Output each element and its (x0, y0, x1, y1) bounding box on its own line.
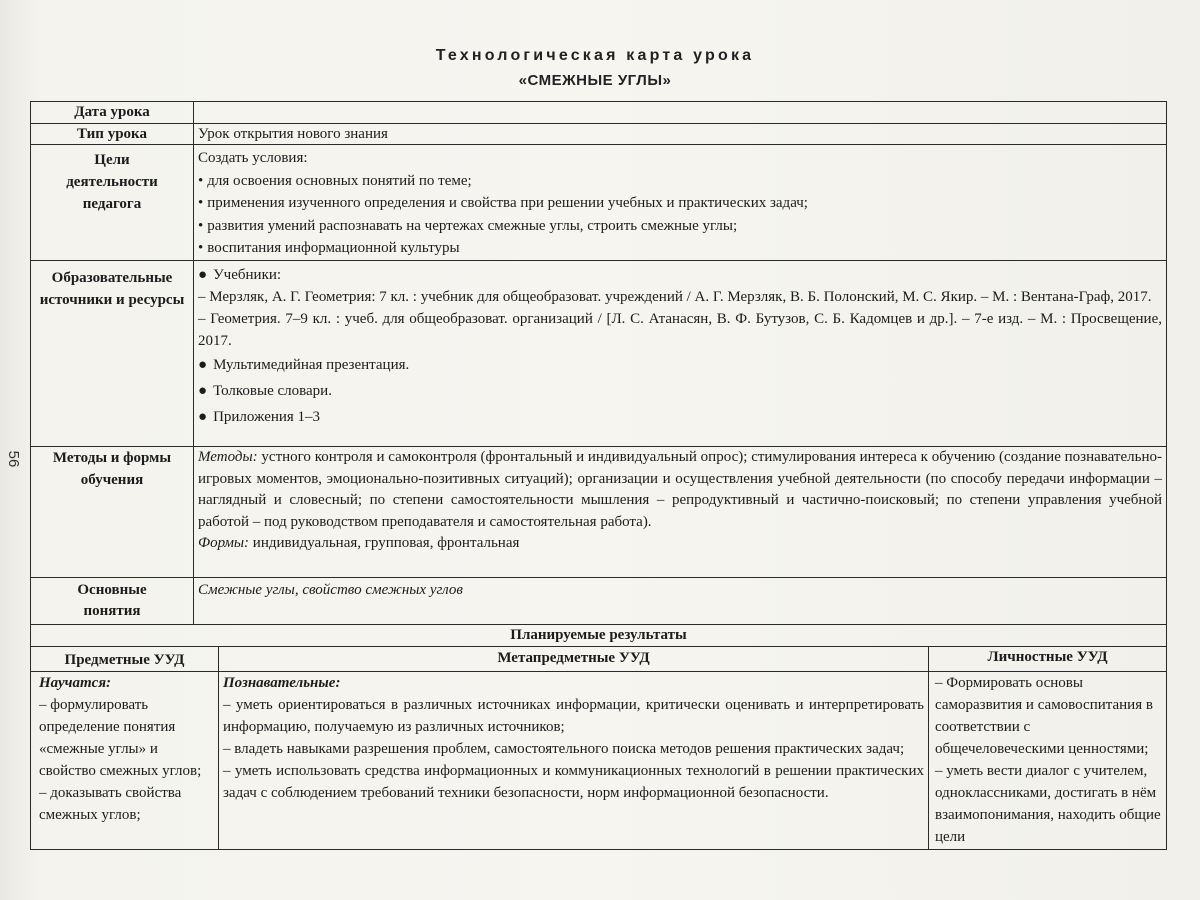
forms-heading: Формы: (198, 535, 250, 551)
page-number: 56 (5, 450, 22, 468)
goals-list (198, 170, 1162, 260)
date-label: Дата урока (31, 102, 194, 124)
goals-value (194, 145, 1167, 261)
subject-results (31, 671, 219, 849)
dictionaries-item: Толковые словари. (213, 383, 332, 399)
subject-heading: Научатся: (39, 674, 112, 691)
row-concepts (31, 578, 1167, 625)
list-item: • применения изученного определения и свойства при решении учебных и практических задач; (198, 192, 1162, 215)
list-item: – уметь ориентироваться в различных источниках информации, критически оценивать и интерпретировать информацию, получаемую из различных источников; (223, 696, 924, 735)
sources-label: Образовательные источники и ресурсы (39, 270, 185, 308)
results-heading: Планируемые результаты (31, 625, 1167, 647)
row-results-content (31, 671, 1167, 849)
document-title: Технологическая карта урока (435, 47, 755, 64)
row-goals (31, 145, 1167, 261)
bullet-icon: ● (198, 383, 208, 399)
goals-label: Цели деятельности педагога (66, 152, 158, 212)
list-item: – уметь использовать средства информационных и коммуникационных технологий в решении практических задач с соблюдением требований техники безопасности, норм информационной безопасности. (223, 762, 924, 801)
list-item: • развития умений распознавать на чертежах смежные углы, строить смежные углы; (198, 215, 1162, 238)
bullet-icon: ● (198, 409, 208, 425)
personal-results (929, 671, 1167, 849)
methods-heading: Методы: (198, 449, 258, 465)
type-value: Урок открытия нового знания (194, 123, 1167, 145)
col-subject-header: Предметные УУД (31, 646, 219, 671)
concepts-label: Основные понятия (77, 582, 147, 619)
date-value (194, 102, 1167, 124)
goals-intro: Создать условия: (198, 150, 308, 166)
forms-text: индивидуальная, групповая, фронтальная (249, 535, 520, 551)
book-1: – Мерзляк, А. Г. Геометрия: 7 кл. : учебник для общеобразоват. учреждений / А. Г. Мерзляк, В. Б. Полонский, М. С. Якир. – М. : Вентана-Граф, 2017. (198, 289, 1152, 305)
methods-text: устного контроля и самоконтроля (фронтальный и индивидуальный опрос); стимулирования интереса к обучению (создание познавательно-игровых моментов, эмоционально-позитивных ситуаций); организации и осуществления учебной деятельности (по способу передачи информации – наглядный и словесный; по степени самостоятельности мышления – репродуктивный и частично-поисковый; по степени управления учебной работой – под руководством преподавателя и самостоятельная работа). (198, 449, 1162, 530)
methods-value (194, 447, 1167, 578)
meta-heading: Познавательные: (223, 674, 341, 691)
type-label: Тип урока (31, 123, 194, 145)
list-item: – уметь вести диалог с учителем, одноклассниками, достигать в нём взаимопонимания, находить общие цели (935, 762, 1161, 845)
row-sources (31, 261, 1167, 447)
row-methods (31, 447, 1167, 578)
concepts-value: Смежные углы, свойство смежных углов (194, 578, 1167, 625)
meta-results (219, 671, 929, 849)
list-item: – доказывать свойства смежных углов; (39, 784, 182, 823)
col-personal-header: Личностные УУД (929, 646, 1167, 671)
row-date (31, 102, 1167, 124)
list-item: – формулировать определение понятия «смежные углы» и свойство смежных углов; (39, 696, 202, 779)
list-item: • для освоения основных понятий по теме; (198, 170, 1162, 193)
list-item: • воспитания информационной культуры (198, 237, 1162, 260)
col-meta-header: Метапредметные УУД (219, 646, 929, 671)
textbooks-heading: Учебники: (213, 267, 282, 283)
sources-value (194, 261, 1167, 447)
presentation-item: Мультимедийная презентация. (213, 357, 410, 373)
book-2: – Геометрия. 7–9 кл. : учеб. для общеобразоват. организаций / [Л. С. Атанасян, В. Ф. Бутузов, С. Б. Кадомцев и др.]. – 7-е изд. – М. : Просвещение, 2017. (198, 311, 1162, 349)
methods-label: Методы и формы обучения (52, 450, 172, 488)
appendix-item: Приложения 1–3 (213, 409, 321, 425)
lesson-card-table (30, 101, 1167, 850)
bullet-icon: ● (198, 267, 208, 283)
row-results-columns (31, 646, 1167, 671)
list-item: – Формировать основы саморазвития и самовоспитания в соответствии с общечеловеческими ценностями; (935, 674, 1153, 757)
bullet-icon: ● (198, 357, 208, 373)
list-item: – владеть навыками разрешения проблем, самостоятельного поиска методов решения практических задач; (223, 740, 905, 757)
document-subtitle: «СМЕЖНЫЕ УГЛЫ» (518, 72, 672, 89)
row-results-heading (31, 625, 1167, 647)
row-type (31, 123, 1167, 145)
